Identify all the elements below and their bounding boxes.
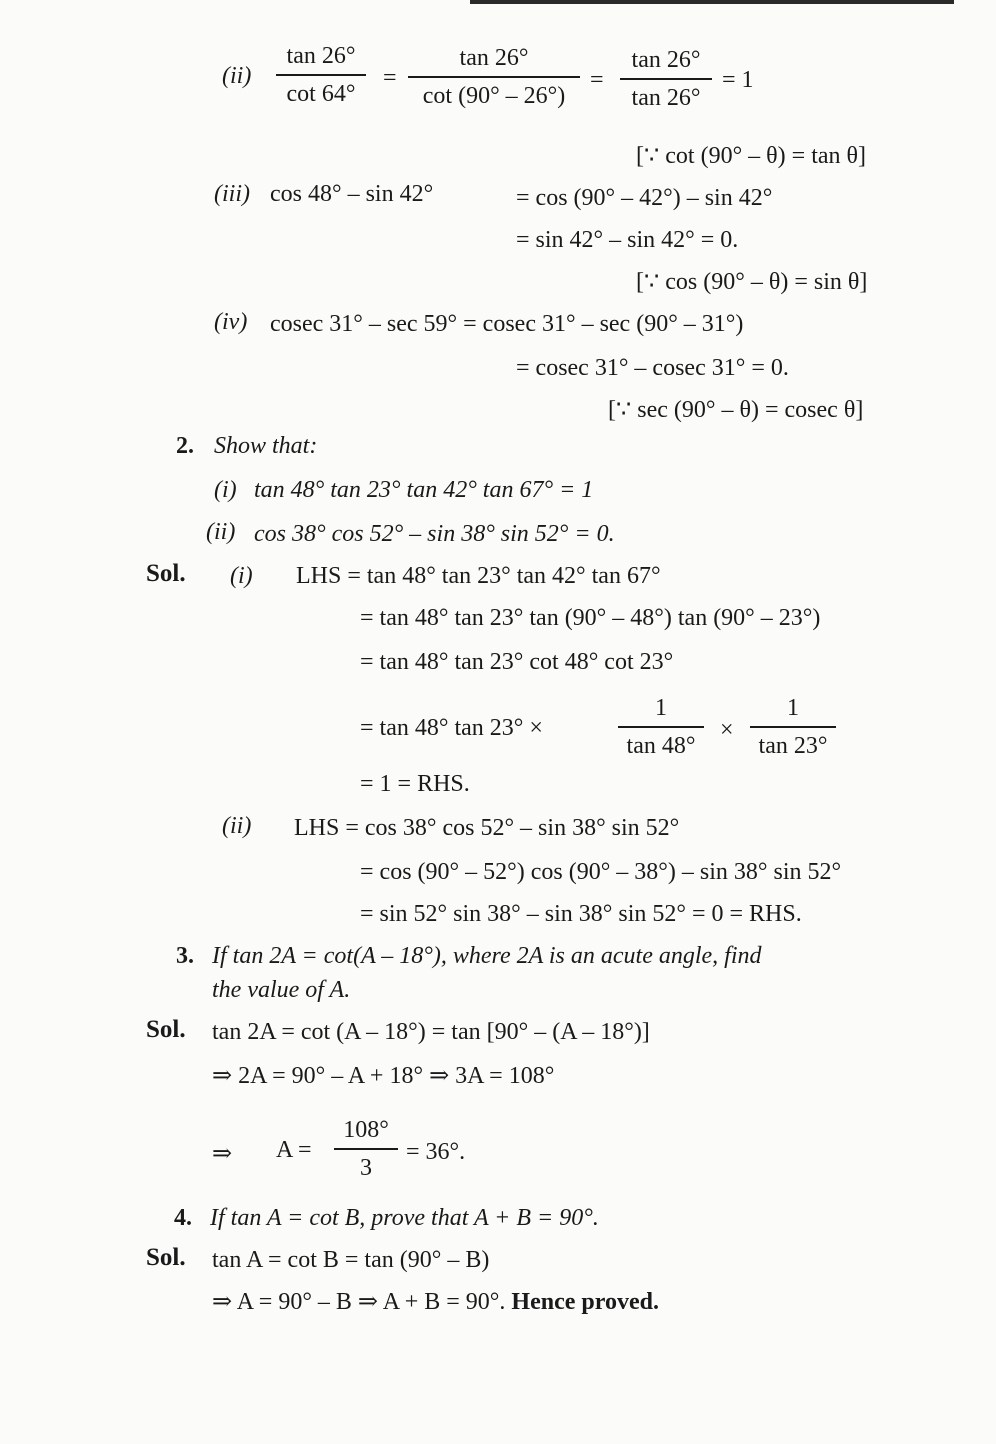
fraction-denominator: tan 26° bbox=[631, 85, 701, 111]
top-rule bbox=[470, 0, 954, 4]
q1-ii-reason: [∵ cot (90° – θ) = tan θ] bbox=[636, 143, 867, 169]
q2-sol-i-fraction-1 bbox=[618, 694, 704, 760]
q3-prompt-line2: the value of A. bbox=[212, 977, 351, 1003]
q2-sol-i-line1: LHS = tan 48° tan 23° tan 42° tan 67° bbox=[296, 563, 661, 589]
fraction-numerator: tan 26° bbox=[286, 43, 356, 69]
q2-sol-ii-label: (ii) bbox=[222, 813, 252, 839]
q4-sol-line1: tan A = cot B = tan (90° – B) bbox=[212, 1247, 490, 1273]
q1-iii-reason: [∵ cos (90° – θ) = sin θ] bbox=[636, 269, 868, 295]
q2-sol-i-line5: = 1 = RHS. bbox=[360, 771, 470, 797]
q2-sol-label: Sol. bbox=[146, 560, 186, 587]
fraction-bar bbox=[276, 74, 366, 76]
q2-sol-i-line4: = tan 48° tan 23° × bbox=[360, 715, 543, 741]
q2-prompt: Show that: bbox=[214, 433, 318, 459]
q2-sol-ii-line1: LHS = cos 38° cos 52° – sin 38° sin 52° bbox=[294, 815, 680, 841]
q1-iv-label: (iv) bbox=[214, 309, 248, 335]
fraction-numerator: 1 bbox=[787, 695, 799, 721]
q2-number: 2. bbox=[176, 433, 194, 459]
q3-sol-line1: tan 2A = cot (A – 18°) = tan [90° – (A – 18°)] bbox=[212, 1019, 650, 1045]
equals-sign: = bbox=[590, 67, 604, 93]
fraction-numerator: 1 bbox=[655, 695, 667, 721]
q1-iv-reason: [∵ sec (90° – θ) = cosec θ] bbox=[608, 397, 864, 423]
q4-hence-proved: Hence proved. bbox=[511, 1289, 659, 1315]
q2-part-i: tan 48° tan 23° tan 42° tan 67° = 1 bbox=[254, 477, 594, 503]
fraction-denominator: tan 48° bbox=[626, 733, 696, 759]
fraction-bar bbox=[620, 78, 712, 80]
q1-iv-lhs: cosec 31° – sec 59° = cosec 31° – sec (90° – 31°) bbox=[270, 311, 744, 337]
q4-prompt: If tan A = cot B, prove that A + B = 90°. bbox=[210, 1205, 599, 1231]
q1-iii-step1: = cos (90° – 42°) – sin 42° bbox=[516, 185, 773, 211]
fraction-bar bbox=[618, 726, 704, 728]
q2-sol-i-label: (i) bbox=[230, 563, 253, 589]
fraction-bar bbox=[334, 1148, 398, 1150]
q2-part-ii: cos 38° cos 52° – sin 38° sin 52° = 0. bbox=[254, 521, 615, 547]
q2-part-ii-label: (ii) bbox=[206, 519, 236, 545]
q4-sol-line2-text: ⇒ A = 90° – B ⇒ A + B = 90°. bbox=[212, 1289, 506, 1315]
fraction-denominator: 3 bbox=[360, 1155, 372, 1181]
q2-part-i-label: (i) bbox=[214, 477, 237, 503]
q2-sol-ii-line3: = sin 52° sin 38° – sin 38° sin 52° = 0 = RHS. bbox=[360, 901, 802, 927]
q3-sol-line3-lhs: A = bbox=[276, 1137, 312, 1163]
equals-sign: = bbox=[383, 65, 397, 91]
fraction-bar bbox=[750, 726, 836, 728]
fraction-numerator: 108° bbox=[343, 1117, 389, 1143]
q3-prompt-line1: If tan 2A = cot(A – 18°), where 2A is an acute angle, find bbox=[212, 943, 762, 969]
q2-sol-i-fraction-2 bbox=[750, 694, 836, 760]
fraction-numerator: tan 26° bbox=[459, 45, 529, 71]
fraction-denominator: tan 23° bbox=[758, 733, 828, 759]
implies-arrow: ⇒ bbox=[212, 1141, 233, 1167]
times-sign: × bbox=[720, 717, 734, 743]
q1-ii-result: = 1 bbox=[722, 67, 754, 93]
q3-sol-label: Sol. bbox=[146, 1016, 186, 1043]
fraction-numerator: tan 26° bbox=[631, 47, 701, 73]
q1-ii-fraction-2 bbox=[408, 44, 580, 110]
q2-sol-ii-line2: = cos (90° – 52°) cos (90° – 38°) – sin 38° sin 52° bbox=[360, 859, 842, 885]
q4-number: 4. bbox=[174, 1205, 192, 1231]
q1-ii-fraction-3 bbox=[620, 46, 712, 112]
fraction-denominator: cot 64° bbox=[286, 81, 356, 107]
fraction-bar bbox=[408, 76, 580, 78]
q1-iii-label: (iii) bbox=[214, 181, 250, 207]
q1-iv-step1: = cosec 31° – cosec 31° = 0. bbox=[516, 355, 789, 381]
q3-sol-fraction bbox=[334, 1116, 398, 1182]
q4-sol-label: Sol. bbox=[146, 1244, 186, 1271]
q2-sol-i-line2: = tan 48° tan 23° tan (90° – 48°) tan (90° – 23°) bbox=[360, 605, 821, 631]
q3-sol-line2: ⇒ 2A = 90° – A + 18° ⇒ 3A = 108° bbox=[212, 1063, 555, 1089]
q1-iii-lhs: cos 48° – sin 42° bbox=[270, 181, 434, 207]
q3-sol-line3-result: = 36°. bbox=[406, 1139, 466, 1165]
q3-number: 3. bbox=[176, 943, 194, 969]
q2-sol-i-line3: = tan 48° tan 23° cot 48° cot 23° bbox=[360, 649, 674, 675]
q1-ii-label: (ii) bbox=[222, 63, 252, 89]
q1-ii-fraction-1 bbox=[276, 42, 366, 108]
q1-iii-step2: = sin 42° – sin 42° = 0. bbox=[516, 227, 739, 253]
fraction-denominator: cot (90° – 26°) bbox=[422, 83, 566, 109]
q4-sol-line2 bbox=[212, 1288, 659, 1316]
